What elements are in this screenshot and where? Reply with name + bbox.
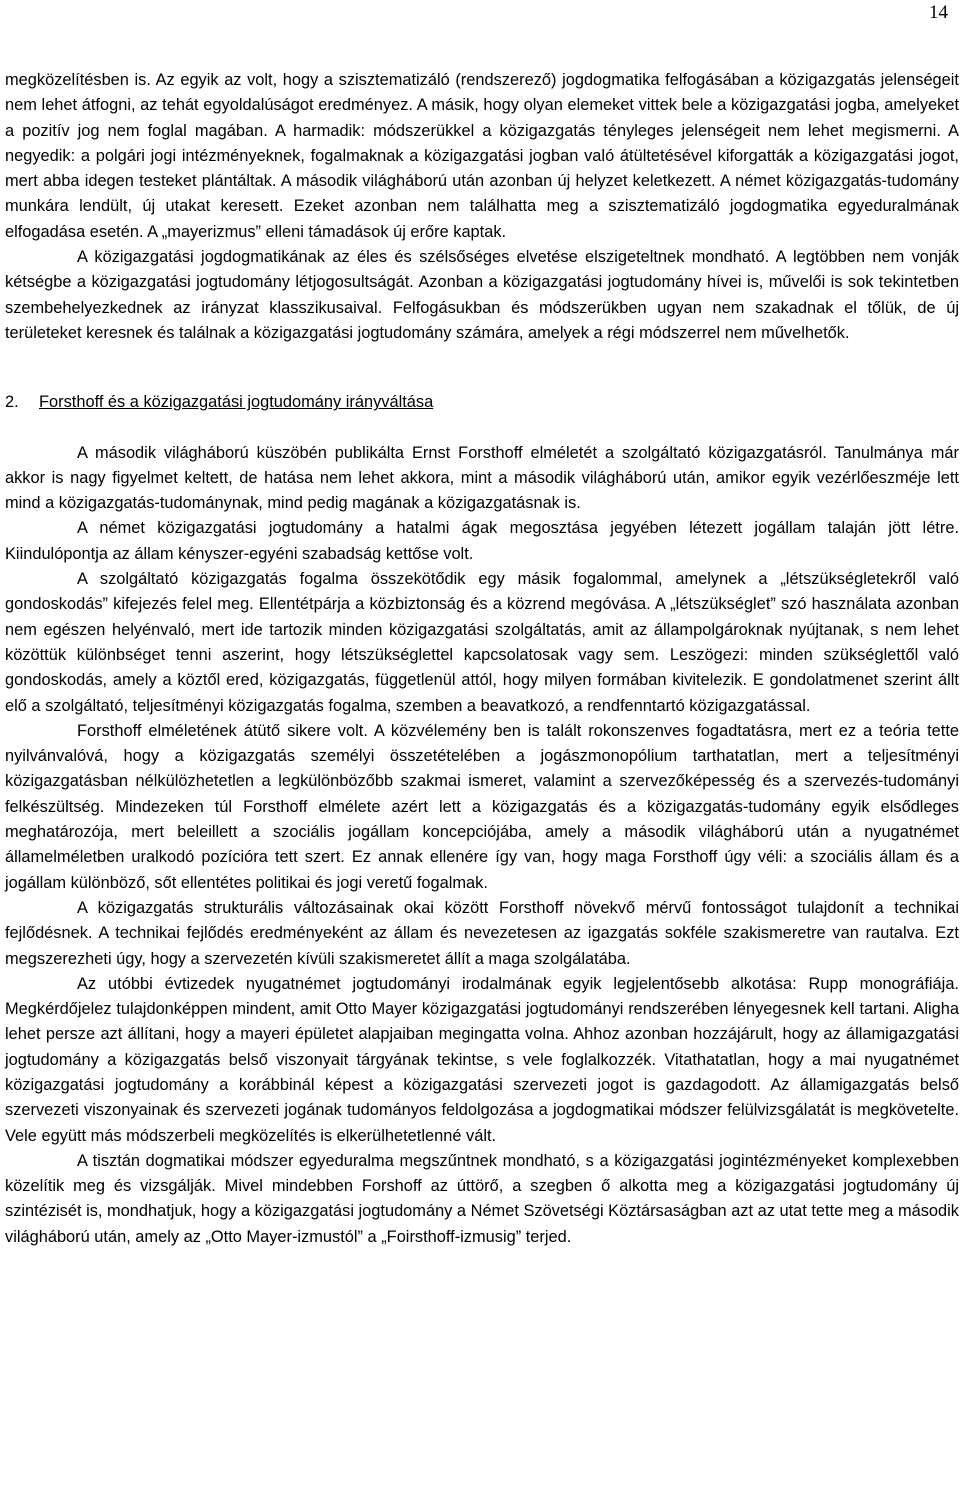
paragraph: A szolgáltató közigazgatás fogalma összekötődik egy másik fogalommal, amelynek a „létszükségletekről való gondoskodás” kifejezés felel meg. Ellentétpárja a közbiztonság és a közrend megóvása. A „létszükséglet” szó használata azonban nem egészen helyénvaló, mert ide tartozik minden közigazgatási szolgáltatás, amit az állampolgároknak nyújtanak, s nem lehet közöttük különbséget tenni aszerint, hogy létszükséglettel kapcsolatosak vagy sem. Leszögezi: minden szükséglettől való gondoskodás, amely a köztől ered, közigazgatás, függetlenül attól, hogy milyen formában kivitelezik. E gondolatmenet szerint állt elő a szolgáltató, teljesítményi közigazgatás fogalma, szemben a beavatkozó, a rendfenntartó közigazgatással. <box>5 570 959 715</box>
page-number: 14 <box>929 2 948 23</box>
section-heading <box>5 390 959 415</box>
section-title: Forsthoff és a közigazgatási jogtudomány irányváltása <box>39 393 434 412</box>
section-number: 2. <box>5 393 19 412</box>
paragraph: megközelítésben is. Az egyik az volt, hogy a szisztematizáló (rendszerező) jogdogmatika felfogásában a közigazgatás jelenségeit nem lehet átfogni, az tehát egyoldalúságot eredményez. A másik, hogy olyan elemeket vittek bele a közigazgatási jogba, amelyeket a pozitív jog nem foglal magában. A harmadik: módszerükkel a közigazgatás tényleges jelenségeit nem lehet megismerni. A negyedik: a polgári jogi intézményeknek, fogalmaknak a közigazgatási jogban való átültetésével kiforgatták a közigazgatási jogot, mert abba idegen testeket plántáltak. A második világháború után azonban új helyzet keletkezett. A német közigazgatás-tudomány munkára lendült, új utakat keresett. Ezeket azonban nem találhatta meg a szisztematizáló jogdogmatika egyeduralmának elfogadása esetén. A „mayerizmus” elleni támadások új erőre kaptak. <box>5 71 959 241</box>
paragraph: A tisztán dogmatikai módszer egyeduralma megszűntnek mondható, s a közigazgatási jogintézményeket komplexebben közelítik meg és vizsgálják. Mivel mindebben Forshoff az úttörő, a szegben ő alkotta meg a közigazgatási jogtudomány új szintézisét is, mondhatjuk, hogy a közigazgatási jogtudomány a Német Szövetségi Köztársaságban azt az utat tette meg a második világháború után, amely az „Otto Mayer-izmustól” a „Foirsthoff-izmusig” terjed. <box>5 1151 959 1246</box>
paragraph: A közigazgatási jogdogmatikának az éles és szélsőséges elvetése elszigeteltnek mondható. A legtöbben nem vonják kétségbe a közigazgatási jogtudomány létjogosultságát. Azonban a közigazgatási jogtudomány hívei is, művelői is sok tekintetben szembehelyezkednek az irányzat klasszikusaival. Felfogásukban és módszerükben ugyan nem szakadnak el tőlük, de új területeket keresnek és találnak a közigazgatási jogtudomány számára, amelyek a régi módszerrel nem művelhetők. <box>5 248 959 342</box>
paragraph: A közigazgatás strukturális változásainak okai között Forsthoff növekvő mérvű fontosságot tulajdonít a technikai fejlődésnek. A technikai fejlődés eredményeként az állam és nevezetesen az igazgatás sokféle szakismeretre van rautalva. Ezt megszerezheti úgy, hogy a szervezetén kívüli szakismeretet állít a maga szolgálatába. <box>5 898 959 968</box>
paragraph: Forsthoff elméletének átütő sikere volt. A közvélemény ben is talált rokonszenves fogadtatásra, mert ez a teória tette nyilvánvalóvá, hogy a közigazgatás személyi összetételében a jogászmonopólium tarthatatlan, mert a teljesítményi közigazgatásban nélkülözhetetlen a legkülönbözőbb szakmai ismeret, valamint a szervezőképesség és a szervezés-tudományi felkészültség. Mindezeken túl Forsthoff elmélete azért lett a közigazgatás és a közigazgatás-tudomány egyik elsődleges meghatározója, mert beleillett a szociális jogállam koncepciójába, amely a második világháború után a nyugatnémet államelméletben uralkodó pozícióra tett szert. Ez annak ellenére így van, hogy maga Forsthoff úgy véli: a szociális állam és a jogállam különböző, sőt ellentétes politikai és jogi veretű fogalmak. <box>5 721 959 892</box>
paragraph: A német közigazgatási jogtudomány a hatalmi ágak megosztása jegyében létezett jogállam talaján jött létre. Kiindulópontja az állam kényszer-egyéni szabadság kettőse volt. <box>5 519 959 563</box>
paragraph: A második világháború küszöbén publikálta Ernst Forsthoff elméletét a szolgáltató közigazgatásról. Tanulmánya már akkor is nagy figyelmet keltett, de hatása nem lehet akkora, mint a második világháború után, amikor egyik vezérlőeszméje lett mind a közigazgatás-tudománynak, mind pedig magának a közigazgatásnak is. <box>5 443 959 513</box>
paragraph: Az utóbbi évtizedek nyugatnémet jogtudományi irodalmának egyik legjelentősebb alkotása: Rupp monográfiája. Megkérdőjelez tulajdonképpen mindent, amit Otto Mayer közigazgatási jogtudományi rendszerében lényegesnek kell tartani. Aligha lehet persze azt állítani, hogy a mayeri épületet alapjaiban megingatta volna. Ahhoz azonban hozzájárult, hogy az államigazgatási jogtudomány a közigazgatás belső viszonyait tárgyának tekintse, s vele foglalkozzék. Vitathatatlan, hogy a mai nyugatnémet közigazgatási jogtudomány a korábbinál képest a közigazgatási szervezeti jogot is gazdagodott. Az államigazgatás belső szervezeti viszonyainak és szervezeti jogának tudományos feldolgozása a jogdogmatikai módszer felülvizsgálatát is megkövetelte. Vele együtt más módszerbeli megközelítés is elkerülhetetlenné vált. <box>5 974 959 1145</box>
document-body <box>5 68 959 1250</box>
